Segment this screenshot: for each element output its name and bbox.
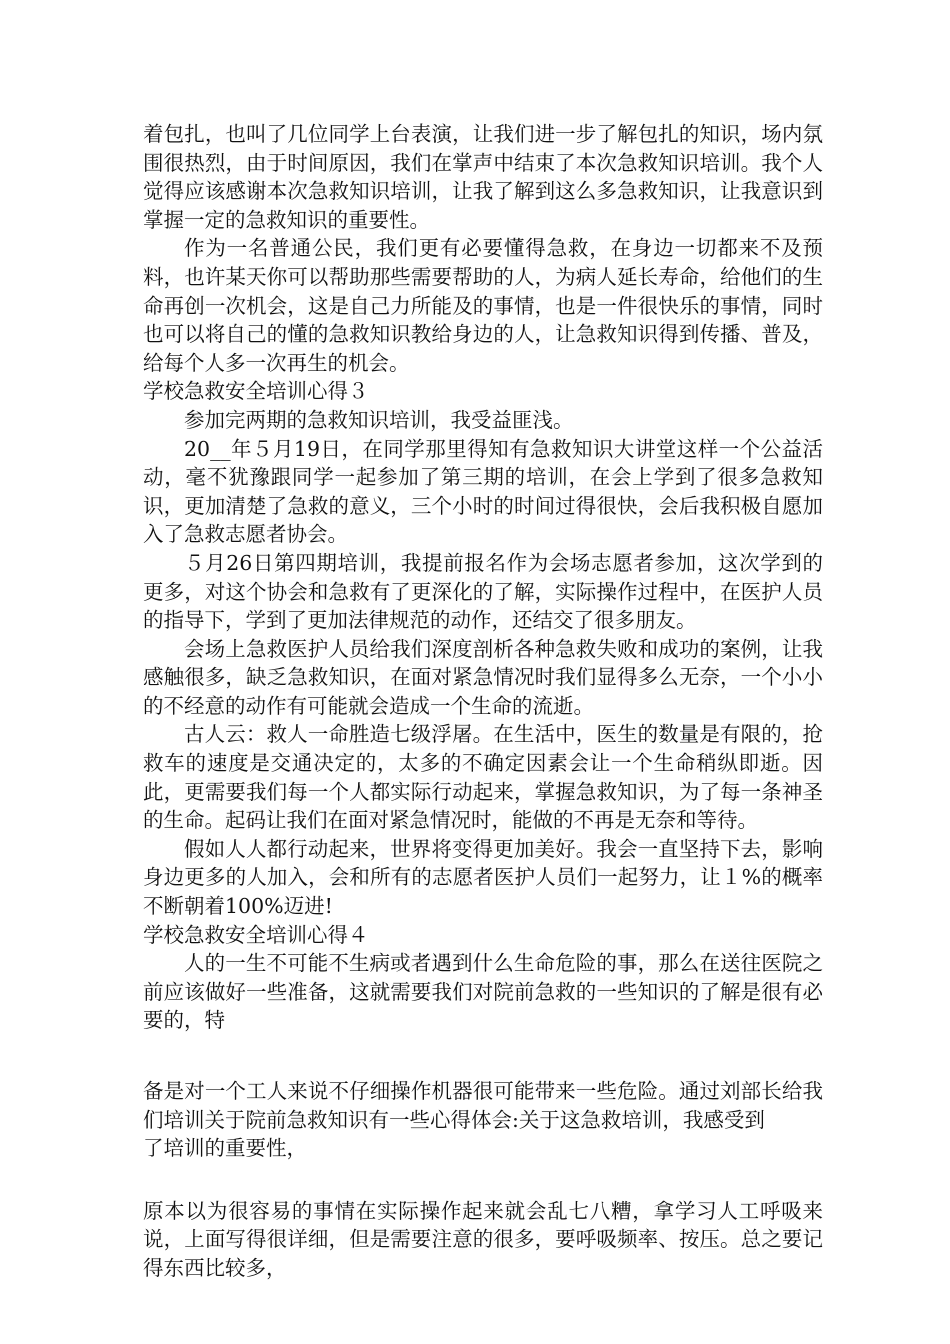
paragraph: 会场上急救医护人员给我们深度剖析各种急救失败和成功的案例，让我感触很多，缺乏急救知识，在面对紧急情况时我们显得多么无奈，一个小小的不经意的动作有可能就会造成一个生命的流逝。 bbox=[143, 636, 823, 718]
paragraph: 人的一生不可能不生病或者遇到什么生命危险的事，那么在送往医院之前应该做好一些准备，这就需要我们对院前急救的一些知识的了解是很有必要的，特 bbox=[143, 951, 823, 1033]
paragraph-continuation: 着包扎，也叫了几位同学上台表演，让我们进一步了解包扎的知识，场内氛围很热烈，由于时间原因，我们在掌声中结束了本次急救知识培训。我个人觉得应该感谢本次急救知识培训，让我了解到这么多急救知识，让我意识到掌握一定的急救知识的重要性。 bbox=[143, 122, 823, 232]
paragraph: ５月26日第四期培训，我提前报名作为会场志愿者参加，这次学到的更多，对这个协会和急救有了更深化的了解，实际操作过程中，在医护人员的指导下，学到了更加法律规范的动作，还结交了很多朋友。 bbox=[143, 550, 823, 633]
paragraph: 作为一名普通公民，我们更有必要懂得急救，在身边一切都来不及预料，也许某天你可以帮助那些需要帮助的人，为病人延长寿命，给他们的生命再创一次机会，这是自己力所能及的事情，也是一件很快乐的事情，同时也可以将自己的懂的急救知识教给身边的人，让急救知识得到传播、普及，给每个人多一次再生的机会。 bbox=[143, 236, 823, 375]
section-heading: 学校急救安全培训心得４ bbox=[143, 922, 369, 947]
paragraph: 备是对一个工人来说不仔细操作机器很可能带来一些危险。通过刘部长给我们培训关于院前急救知识有一些心得体会:关于这急救培训，我感受到 bbox=[143, 1079, 823, 1132]
section-heading: 学校急救安全培训心得３ bbox=[143, 379, 369, 404]
paragraph: 参加完两期的急救知识培训，我受益匪浅。 bbox=[184, 407, 574, 432]
paragraph: 了培训的重要性， bbox=[143, 1136, 307, 1161]
paragraph: 原本以为很容易的事情在实际操作起来就会乱七八糟，拿学习人工呼吸来说，上面写得很详细，但是需要注意的很多，要呼吸频率、按压。总之要记得东西比较多， bbox=[143, 1198, 823, 1280]
document-body bbox=[143, 120, 823, 1283]
paragraph: 20__年５月19日，在同学那里得知有急救知识大讲堂这样一个公益活动，毫不犹豫跟同学一起参加了第三期的培训，在会上学到了很多急救知识，更加清楚了急救的意义，三个小时的时间过得很快，会后我积极自愿加入了急救志愿者协会。 bbox=[143, 436, 823, 547]
paragraph: 假如人人都行动起来，世界将变得更加美好。我会一直坚持下去，影响身边更多的人加入，会和所有的志愿者医护人员们一起努力，让１%的概率不断朝着100%迈进! bbox=[143, 836, 823, 919]
paragraph: 古人云：救人一命胜造七级浮屠。在生活中，医生的数量是有限的，抢救车的速度是交通决定的，太多的不确定因素会让一个生命稍纵即逝。因此，更需要我们每一个人都实际行动起来，掌握急救知识，为了每一条神圣的生命。起码让我们在面对紧急情况时，能做的不再是无奈和等待。 bbox=[143, 722, 823, 833]
